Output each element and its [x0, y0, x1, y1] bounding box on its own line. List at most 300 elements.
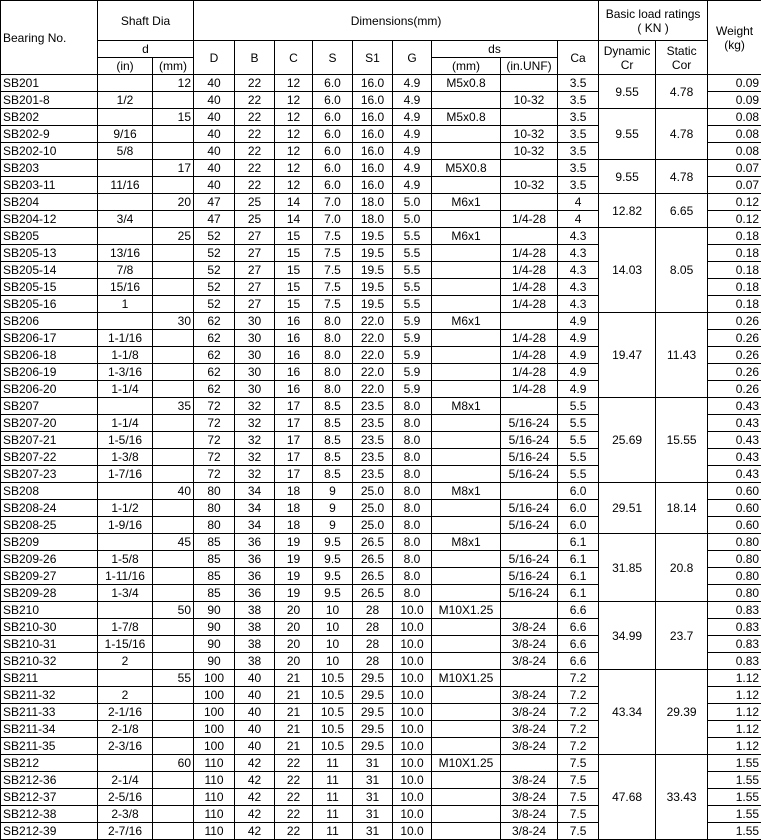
shaft-dia-mm-cell: 20: [153, 194, 194, 211]
dim-S-cell: 6.0: [313, 126, 353, 143]
dim-B-cell: 36: [235, 551, 275, 568]
ds-mm-cell: [432, 789, 501, 806]
ds-mm-cell: [432, 92, 501, 109]
dynamic-cr-cell: 29.51: [599, 483, 656, 534]
shaft-dia-in-cell: 1-3/16: [98, 364, 153, 381]
dynamic-cr-cell: 19.47: [599, 313, 656, 398]
dim-S-cell: 10: [313, 653, 353, 670]
dim-D-cell: 72: [194, 466, 235, 483]
dim-S1-cell: 28: [353, 636, 393, 653]
shaft-dia-mm-cell: 50: [153, 602, 194, 619]
shaft-dia-mm-cell: [153, 772, 194, 789]
shaft-dia-mm-cell: [153, 653, 194, 670]
dim-D-cell: 40: [194, 75, 235, 92]
dim-D-cell: 52: [194, 279, 235, 296]
dim-B-cell: 22: [235, 109, 275, 126]
dim-C-cell: 17: [275, 466, 313, 483]
dim-S1-cell: 19.5: [353, 279, 393, 296]
dim-S-cell: 11: [313, 772, 353, 789]
shaft-dia-mm-cell: [153, 585, 194, 602]
dim-S1-cell: 28: [353, 653, 393, 670]
dim-G-cell: 5.5: [393, 296, 432, 313]
dim-G-cell: 4.9: [393, 126, 432, 143]
ca-cell: 6.1: [558, 534, 599, 551]
dim-S1-cell: 23.5: [353, 466, 393, 483]
ds-mm-cell: M10X1.25: [432, 755, 501, 772]
shaft-dia-mm-cell: [153, 721, 194, 738]
ds-mm-cell: M8x1: [432, 398, 501, 415]
dim-C-cell: 18: [275, 517, 313, 534]
dim-G-cell: 5.9: [393, 381, 432, 398]
bearing-no-cell: SB211-34: [1, 721, 98, 738]
ds-unf-cell: [501, 109, 558, 126]
weight-cell: 1.12: [708, 721, 761, 738]
bearing-no-cell: SB212: [1, 755, 98, 772]
bearing-no-cell: SB209-26: [1, 551, 98, 568]
dim-D-cell: 90: [194, 653, 235, 670]
ds-unf-cell: 1/4-28: [501, 296, 558, 313]
dim-C-cell: 19: [275, 568, 313, 585]
shaft-dia-in-cell: 9/16: [98, 126, 153, 143]
shaft-dia-in-cell: 1/2: [98, 92, 153, 109]
dynamic-cr-cell: 25.69: [599, 398, 656, 483]
shaft-dia-mm-cell: [153, 245, 194, 262]
dim-B-cell: 42: [235, 806, 275, 823]
ds-mm-cell: M10X1.25: [432, 670, 501, 687]
dim-S-cell: 6.0: [313, 177, 353, 194]
dim-D-cell: 110: [194, 772, 235, 789]
shaft-dia-mm-cell: 12: [153, 75, 194, 92]
dim-C-cell: 15: [275, 296, 313, 313]
weight-cell: 0.07: [708, 160, 761, 177]
header-static-line2: Cor: [658, 58, 705, 72]
shaft-dia-mm-cell: 55: [153, 670, 194, 687]
header-bearing-no: Bearing No.: [1, 1, 98, 75]
bearing-no-cell: SB205-14: [1, 262, 98, 279]
bearing-no-cell: SB206-17: [1, 330, 98, 347]
shaft-dia-mm-cell: 35: [153, 398, 194, 415]
ds-unf-cell: 3/8-24: [501, 619, 558, 636]
bearing-no-cell: SB205-13: [1, 245, 98, 262]
dim-D-cell: 40: [194, 92, 235, 109]
dim-S1-cell: 23.5: [353, 415, 393, 432]
dim-S1-cell: 25.0: [353, 517, 393, 534]
dim-S1-cell: 22.0: [353, 347, 393, 364]
static-cor-cell: 4.78: [656, 109, 708, 160]
dim-G-cell: 8.0: [393, 517, 432, 534]
dim-D-cell: 80: [194, 517, 235, 534]
ca-cell: 5.5: [558, 398, 599, 415]
bearing-no-cell: SB205: [1, 228, 98, 245]
dim-C-cell: 16: [275, 330, 313, 347]
bearing-no-cell: SB207-22: [1, 449, 98, 466]
weight-cell: 1.12: [708, 704, 761, 721]
dim-S-cell: 7.0: [313, 211, 353, 228]
shaft-dia-mm-cell: [153, 92, 194, 109]
bearing-no-cell: SB209-27: [1, 568, 98, 585]
shaft-dia-in-cell: [98, 398, 153, 415]
shaft-dia-in-cell: 1-1/2: [98, 500, 153, 517]
dim-S1-cell: 16.0: [353, 177, 393, 194]
dim-S1-cell: 26.5: [353, 585, 393, 602]
bearing-no-cell: SB208: [1, 483, 98, 500]
dim-S1-cell: 22.0: [353, 364, 393, 381]
ds-unf-cell: 3/8-24: [501, 772, 558, 789]
dim-S1-cell: 29.5: [353, 738, 393, 755]
header-d: d: [98, 41, 194, 58]
ca-cell: 7.2: [558, 687, 599, 704]
header-dynamic-line1: Dynamic: [601, 44, 653, 58]
dim-B-cell: 42: [235, 772, 275, 789]
ds-mm-cell: [432, 262, 501, 279]
dim-C-cell: 18: [275, 500, 313, 517]
dim-G-cell: 8.0: [393, 585, 432, 602]
ca-cell: 4.3: [558, 279, 599, 296]
dim-S1-cell: 31: [353, 789, 393, 806]
dim-B-cell: 25: [235, 194, 275, 211]
dim-G-cell: 4.9: [393, 75, 432, 92]
header-C: C: [275, 41, 313, 75]
shaft-dia-in-cell: [98, 483, 153, 500]
dim-B-cell: 22: [235, 92, 275, 109]
dim-S1-cell: 16.0: [353, 109, 393, 126]
ds-unf-cell: 5/16-24: [501, 432, 558, 449]
weight-cell: 0.43: [708, 415, 761, 432]
shaft-dia-in-cell: 1-3/8: [98, 449, 153, 466]
dim-S-cell: 9.5: [313, 568, 353, 585]
ca-cell: 3.5: [558, 177, 599, 194]
weight-cell: 0.18: [708, 228, 761, 245]
bearing-no-cell: SB206: [1, 313, 98, 330]
dim-G-cell: 8.0: [393, 500, 432, 517]
dim-G-cell: 10.0: [393, 687, 432, 704]
ds-unf-cell: [501, 670, 558, 687]
dim-D-cell: 110: [194, 789, 235, 806]
dim-B-cell: 36: [235, 534, 275, 551]
dim-C-cell: 19: [275, 534, 313, 551]
shaft-dia-in-cell: [98, 670, 153, 687]
shaft-dia-mm-cell: [153, 415, 194, 432]
ca-cell: 6.0: [558, 517, 599, 534]
shaft-dia-in-cell: [98, 755, 153, 772]
shaft-dia-mm-cell: [153, 432, 194, 449]
dim-S-cell: 10.5: [313, 721, 353, 738]
weight-cell: 0.08: [708, 143, 761, 160]
dim-B-cell: 32: [235, 449, 275, 466]
shaft-dia-in-cell: 1-11/16: [98, 568, 153, 585]
ds-unf-cell: [501, 398, 558, 415]
ds-mm-cell: M5X0.8: [432, 160, 501, 177]
ca-cell: 3.5: [558, 75, 599, 92]
dim-S1-cell: 23.5: [353, 432, 393, 449]
header-S: S: [313, 41, 353, 75]
dim-D-cell: 100: [194, 670, 235, 687]
dim-C-cell: 12: [275, 177, 313, 194]
table-row: [1, 313, 761, 330]
shaft-dia-mm-cell: [153, 347, 194, 364]
ds-mm-cell: [432, 211, 501, 228]
ds-unf-cell: [501, 160, 558, 177]
ca-cell: 4.9: [558, 330, 599, 347]
dim-S1-cell: 23.5: [353, 449, 393, 466]
weight-cell: 0.83: [708, 619, 761, 636]
dim-D-cell: 72: [194, 398, 235, 415]
ca-cell: 7.2: [558, 704, 599, 721]
bearing-no-cell: SB211-35: [1, 738, 98, 755]
ds-mm-cell: [432, 143, 501, 160]
ds-mm-cell: [432, 126, 501, 143]
bearing-no-cell: SB207-20: [1, 415, 98, 432]
dim-B-cell: 27: [235, 262, 275, 279]
weight-cell: 0.80: [708, 534, 761, 551]
dim-G-cell: 10.0: [393, 823, 432, 840]
shaft-dia-in-cell: 1-1/16: [98, 330, 153, 347]
dim-B-cell: 30: [235, 313, 275, 330]
dim-B-cell: 22: [235, 143, 275, 160]
dim-D-cell: 40: [194, 143, 235, 160]
dim-S1-cell: 31: [353, 755, 393, 772]
ca-cell: 6.0: [558, 483, 599, 500]
shaft-dia-in-cell: 2-5/16: [98, 789, 153, 806]
dim-S1-cell: 16.0: [353, 160, 393, 177]
dim-G-cell: 10.0: [393, 806, 432, 823]
dim-C-cell: 16: [275, 313, 313, 330]
weight-cell: 0.18: [708, 279, 761, 296]
ds-unf-cell: [501, 534, 558, 551]
ds-unf-cell: 10-32: [501, 126, 558, 143]
dim-G-cell: 8.0: [393, 568, 432, 585]
dim-G-cell: 8.0: [393, 466, 432, 483]
table-row: [1, 194, 761, 211]
dim-B-cell: 40: [235, 704, 275, 721]
header-S1: S1: [353, 41, 393, 75]
dim-B-cell: 22: [235, 126, 275, 143]
ca-cell: 7.2: [558, 670, 599, 687]
bearing-no-cell: SB211-32: [1, 687, 98, 704]
dim-S-cell: 8.5: [313, 432, 353, 449]
ca-cell: 3.5: [558, 126, 599, 143]
ds-unf-cell: 1/4-28: [501, 381, 558, 398]
dynamic-cr-cell: 31.85: [599, 534, 656, 602]
shaft-dia-mm-cell: [153, 517, 194, 534]
dim-G-cell: 8.0: [393, 415, 432, 432]
header-dimensions: Dimensions(mm): [194, 1, 599, 41]
ds-unf-cell: 5/16-24: [501, 551, 558, 568]
weight-cell: 0.09: [708, 92, 761, 109]
weight-cell: 1.55: [708, 755, 761, 772]
dim-B-cell: 32: [235, 398, 275, 415]
weight-cell: 1.12: [708, 738, 761, 755]
dim-D-cell: 85: [194, 551, 235, 568]
dim-C-cell: 19: [275, 585, 313, 602]
dim-C-cell: 21: [275, 721, 313, 738]
dim-S1-cell: 23.5: [353, 398, 393, 415]
ds-mm-cell: [432, 279, 501, 296]
header-ds-unf: (in.UNF): [501, 58, 558, 75]
bearing-no-cell: SB202-9: [1, 126, 98, 143]
dim-C-cell: 12: [275, 126, 313, 143]
weight-cell: 0.08: [708, 109, 761, 126]
ds-mm-cell: [432, 738, 501, 755]
shaft-dia-mm-cell: [153, 466, 194, 483]
bearing-no-cell: SB206-18: [1, 347, 98, 364]
ca-cell: 4.3: [558, 296, 599, 313]
dim-G-cell: 4.9: [393, 143, 432, 160]
ds-mm-cell: [432, 619, 501, 636]
dim-S-cell: 7.0: [313, 194, 353, 211]
dim-S1-cell: 28: [353, 602, 393, 619]
dim-B-cell: 34: [235, 517, 275, 534]
bearing-no-cell: SB201: [1, 75, 98, 92]
ds-unf-cell: 3/8-24: [501, 704, 558, 721]
shaft-dia-mm-cell: 30: [153, 313, 194, 330]
dim-S1-cell: 26.5: [353, 568, 393, 585]
dim-C-cell: 17: [275, 398, 313, 415]
shaft-dia-mm-cell: 17: [153, 160, 194, 177]
dim-S-cell: 8.5: [313, 449, 353, 466]
dim-S1-cell: 31: [353, 806, 393, 823]
header-Ca: Ca: [558, 41, 599, 75]
dim-C-cell: 18: [275, 483, 313, 500]
dim-S-cell: 8.0: [313, 364, 353, 381]
bearing-no-cell: SB212-37: [1, 789, 98, 806]
static-cor-cell: 4.78: [656, 160, 708, 194]
dim-C-cell: 20: [275, 602, 313, 619]
dim-D-cell: 100: [194, 738, 235, 755]
ca-cell: 6.1: [558, 568, 599, 585]
shaft-dia-in-cell: 2-3/16: [98, 738, 153, 755]
dim-D-cell: 47: [194, 211, 235, 228]
dynamic-cr-cell: 34.99: [599, 602, 656, 670]
dim-C-cell: 22: [275, 806, 313, 823]
ds-unf-cell: 5/16-24: [501, 415, 558, 432]
dim-S-cell: 8.0: [313, 347, 353, 364]
weight-cell: 1.12: [708, 687, 761, 704]
dim-S1-cell: 18.0: [353, 194, 393, 211]
dim-C-cell: 14: [275, 194, 313, 211]
shaft-dia-in-cell: [98, 75, 153, 92]
dim-B-cell: 40: [235, 670, 275, 687]
shaft-dia-mm-cell: 45: [153, 534, 194, 551]
ds-mm-cell: [432, 687, 501, 704]
header-load-ratings-line1: Basic load ratings: [601, 7, 705, 21]
weight-cell: 0.26: [708, 313, 761, 330]
dim-G-cell: 10.0: [393, 602, 432, 619]
dynamic-cr-cell: 12.82: [599, 194, 656, 228]
static-cor-cell: 33.43: [656, 755, 708, 840]
dim-C-cell: 16: [275, 347, 313, 364]
dim-S1-cell: 31: [353, 772, 393, 789]
bearing-no-cell: SB210: [1, 602, 98, 619]
dim-D-cell: 62: [194, 313, 235, 330]
dim-S-cell: 10.5: [313, 704, 353, 721]
shaft-dia-in-cell: 2-7/16: [98, 823, 153, 840]
ca-cell: 6.6: [558, 653, 599, 670]
dim-B-cell: 38: [235, 602, 275, 619]
bearing-no-cell: SB202: [1, 109, 98, 126]
static-cor-cell: 4.78: [656, 75, 708, 109]
dim-S1-cell: 22.0: [353, 313, 393, 330]
shaft-dia-mm-cell: [153, 636, 194, 653]
dim-G-cell: 8.0: [393, 534, 432, 551]
dim-B-cell: 42: [235, 789, 275, 806]
dim-D-cell: 80: [194, 483, 235, 500]
ds-unf-cell: 5/16-24: [501, 500, 558, 517]
ds-mm-cell: [432, 721, 501, 738]
dim-G-cell: 8.0: [393, 449, 432, 466]
shaft-dia-mm-cell: [153, 789, 194, 806]
dim-S1-cell: 16.0: [353, 126, 393, 143]
dim-D-cell: 90: [194, 636, 235, 653]
ds-unf-cell: 1/4-28: [501, 330, 558, 347]
dim-G-cell: 5.5: [393, 279, 432, 296]
dim-C-cell: 14: [275, 211, 313, 228]
shaft-dia-mm-cell: [153, 551, 194, 568]
shaft-dia-mm-cell: [153, 262, 194, 279]
shaft-dia-in-cell: 1-5/16: [98, 432, 153, 449]
dim-G-cell: 4.9: [393, 160, 432, 177]
header-ds: ds: [432, 41, 558, 58]
dim-C-cell: 20: [275, 636, 313, 653]
header-mm: (mm): [153, 58, 194, 75]
bearing-no-cell: SB211: [1, 670, 98, 687]
weight-cell: 0.43: [708, 466, 761, 483]
ds-mm-cell: [432, 517, 501, 534]
bearing-no-cell: SB209: [1, 534, 98, 551]
bearing-no-cell: SB208-24: [1, 500, 98, 517]
bearing-no-cell: SB212-39: [1, 823, 98, 840]
ca-cell: 3.5: [558, 160, 599, 177]
bearing-no-cell: SB205-15: [1, 279, 98, 296]
ds-unf-cell: 1/4-28: [501, 245, 558, 262]
weight-cell: 0.18: [708, 245, 761, 262]
bearing-no-cell: SB206-19: [1, 364, 98, 381]
dim-D-cell: 100: [194, 704, 235, 721]
ds-unf-cell: 5/16-24: [501, 466, 558, 483]
dim-B-cell: 34: [235, 500, 275, 517]
bearing-no-cell: SB210-32: [1, 653, 98, 670]
dim-C-cell: 21: [275, 704, 313, 721]
table-row: [1, 483, 761, 500]
dim-S1-cell: 16.0: [353, 92, 393, 109]
weight-cell: 0.26: [708, 381, 761, 398]
dim-D-cell: 52: [194, 262, 235, 279]
ds-mm-cell: M10X1.25: [432, 602, 501, 619]
header-in: (in): [98, 58, 153, 75]
header-G: G: [393, 41, 432, 75]
header-static-line1: Static: [658, 44, 705, 58]
dim-S-cell: 11: [313, 755, 353, 772]
dim-S-cell: 8.5: [313, 415, 353, 432]
dim-D-cell: 72: [194, 449, 235, 466]
dim-G-cell: 10.0: [393, 789, 432, 806]
dim-S1-cell: 29.5: [353, 721, 393, 738]
shaft-dia-mm-cell: 25: [153, 228, 194, 245]
dim-G-cell: 5.9: [393, 313, 432, 330]
ca-cell: 3.5: [558, 92, 599, 109]
dim-S1-cell: 26.5: [353, 551, 393, 568]
ca-cell: 7.5: [558, 806, 599, 823]
dim-C-cell: 16: [275, 364, 313, 381]
ds-mm-cell: [432, 415, 501, 432]
dim-S1-cell: 29.5: [353, 704, 393, 721]
ds-unf-cell: 3/8-24: [501, 823, 558, 840]
dim-G-cell: 8.0: [393, 432, 432, 449]
header-D: D: [194, 41, 235, 75]
dim-S-cell: 8.0: [313, 330, 353, 347]
dim-G-cell: 10.0: [393, 636, 432, 653]
ca-cell: 7.2: [558, 721, 599, 738]
